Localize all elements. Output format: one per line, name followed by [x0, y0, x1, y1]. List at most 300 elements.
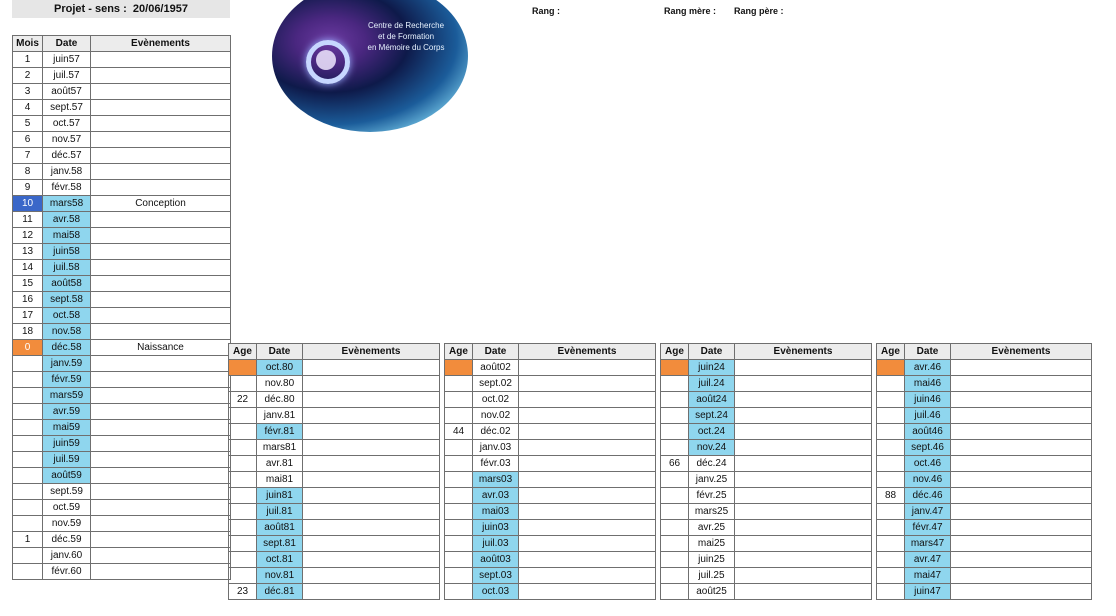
evenement-cell[interactable] — [519, 408, 656, 424]
evenement-cell[interactable] — [303, 488, 440, 504]
age-cell — [661, 408, 689, 424]
evenement-cell[interactable] — [91, 292, 231, 308]
age-cell — [445, 536, 473, 552]
evenement-cell[interactable] — [91, 404, 231, 420]
evenement-cell[interactable] — [735, 584, 872, 600]
months-table-header — [13, 36, 231, 52]
evenement-cell[interactable] — [735, 456, 872, 472]
mois-cell — [13, 452, 43, 468]
evenement-cell[interactable] — [91, 132, 231, 148]
evenement-cell[interactable] — [91, 84, 231, 100]
evenement-cell[interactable] — [91, 164, 231, 180]
mois-cell: 10 — [13, 196, 43, 212]
date-cell: janv.25 — [689, 472, 735, 488]
evenement-cell[interactable] — [519, 504, 656, 520]
evenement-cell[interactable] — [91, 244, 231, 260]
date-cell: févr.03 — [473, 456, 519, 472]
date-cell: juin03 — [473, 520, 519, 536]
date-cell: déc.81 — [257, 584, 303, 600]
age-cell — [445, 472, 473, 488]
age-cell — [877, 472, 905, 488]
table-row — [661, 504, 872, 520]
date-cell: mai25 — [689, 536, 735, 552]
evenement-cell[interactable] — [951, 568, 1092, 584]
date-cell: déc.80 — [257, 392, 303, 408]
date-cell: oct.59 — [43, 500, 91, 516]
age-cell — [661, 424, 689, 440]
evenement-cell[interactable] — [735, 392, 872, 408]
date-cell: juin81 — [257, 488, 303, 504]
date-cell: juil.58 — [43, 260, 91, 276]
date-cell: avr.58 — [43, 212, 91, 228]
date-cell: déc.46 — [905, 488, 951, 504]
table-row — [445, 568, 656, 584]
table-row — [229, 472, 440, 488]
date-cell: sept.03 — [473, 568, 519, 584]
age-cell — [661, 360, 689, 376]
date-cell: sept.58 — [43, 292, 91, 308]
table-row — [445, 584, 656, 600]
date-cell: juil.59 — [43, 452, 91, 468]
date-cell: oct.46 — [905, 456, 951, 472]
age-cell — [661, 488, 689, 504]
date-cell: juil.24 — [689, 376, 735, 392]
age-cell — [661, 392, 689, 408]
date-cell: avr.46 — [905, 360, 951, 376]
mois-cell: 0 — [13, 340, 43, 356]
col-age: Age — [445, 344, 473, 360]
age-cell — [229, 568, 257, 584]
mois-cell — [13, 516, 43, 532]
table-row — [229, 568, 440, 584]
table-row — [13, 420, 231, 436]
table-row — [13, 164, 231, 180]
date-cell: juil.03 — [473, 536, 519, 552]
evenement-cell[interactable] — [91, 436, 231, 452]
evenement-cell[interactable] — [519, 488, 656, 504]
date-cell: sept.24 — [689, 408, 735, 424]
evenement-cell[interactable] — [951, 536, 1092, 552]
mois-cell — [13, 388, 43, 404]
evenement-cell[interactable] — [519, 360, 656, 376]
date-cell: oct.03 — [473, 584, 519, 600]
date-cell: mai58 — [43, 228, 91, 244]
table-row — [13, 548, 231, 564]
rang-mere-label: Rang mère : — [664, 6, 717, 16]
age-cell — [661, 584, 689, 600]
mois-cell: 1 — [13, 52, 43, 68]
evenement-cell[interactable] — [91, 212, 231, 228]
table-row — [13, 260, 231, 276]
age-cell — [877, 392, 905, 408]
table-row — [445, 392, 656, 408]
evenement-cell[interactable] — [303, 472, 440, 488]
evenement-cell[interactable] — [951, 472, 1092, 488]
evenement-cell[interactable] — [951, 408, 1092, 424]
date-cell: mai81 — [257, 472, 303, 488]
table-row — [13, 244, 231, 260]
age-cell — [445, 360, 473, 376]
projet-label: Projet - sens : — [54, 3, 127, 15]
table-row — [229, 408, 440, 424]
date-cell: janv.47 — [905, 504, 951, 520]
age-table-3 — [660, 343, 872, 600]
date-cell: nov.80 — [257, 376, 303, 392]
table-row — [229, 392, 440, 408]
age-table-header — [661, 344, 872, 360]
mois-cell: 4 — [13, 100, 43, 116]
date-cell: juil.81 — [257, 504, 303, 520]
date-cell: avr.59 — [43, 404, 91, 420]
table-row — [13, 372, 231, 388]
evenement-cell[interactable] — [91, 372, 231, 388]
mois-cell: 1 — [13, 532, 43, 548]
evenement-cell[interactable] — [91, 388, 231, 404]
mois-cell — [13, 356, 43, 372]
table-row — [229, 456, 440, 472]
date-cell: août59 — [43, 468, 91, 484]
evenement-cell[interactable] — [303, 408, 440, 424]
evenement-cell[interactable] — [91, 308, 231, 324]
evenement-cell[interactable] — [91, 276, 231, 292]
evenement-cell[interactable] — [951, 376, 1092, 392]
date-cell: mars25 — [689, 504, 735, 520]
age-cell — [877, 504, 905, 520]
age-cell — [445, 504, 473, 520]
age-cell — [877, 456, 905, 472]
table-row — [877, 552, 1092, 568]
table-row — [229, 440, 440, 456]
table-row — [445, 440, 656, 456]
table-row — [877, 440, 1092, 456]
evenement-cell[interactable] — [519, 376, 656, 392]
evenement-cell[interactable] — [951, 440, 1092, 456]
date-cell: juin47 — [905, 584, 951, 600]
evenement-cell[interactable] — [735, 408, 872, 424]
date-cell: févr.60 — [43, 564, 91, 580]
table-row — [661, 376, 872, 392]
evenement-cell[interactable] — [519, 424, 656, 440]
date-cell: mars59 — [43, 388, 91, 404]
evenement-cell[interactable] — [303, 424, 440, 440]
evenement-cell[interactable] — [91, 500, 231, 516]
evenement-cell[interactable] — [91, 548, 231, 564]
table-row — [13, 148, 231, 164]
evenement-cell[interactable] — [735, 568, 872, 584]
date-cell: mars58 — [43, 196, 91, 212]
mois-cell: 15 — [13, 276, 43, 292]
age-table-header — [445, 344, 656, 360]
evenement-cell[interactable] — [91, 564, 231, 580]
date-cell: mai03 — [473, 504, 519, 520]
evenement-cell[interactable] — [951, 584, 1092, 600]
evenement-cell[interactable] — [951, 520, 1092, 536]
mois-cell — [13, 420, 43, 436]
date-cell: juil.25 — [689, 568, 735, 584]
col-date: Date — [689, 344, 735, 360]
table-row — [877, 376, 1092, 392]
evenement-cell[interactable] — [303, 456, 440, 472]
evenement-cell[interactable] — [951, 504, 1092, 520]
evenement-cell[interactable] — [91, 68, 231, 84]
evenement-cell[interactable] — [91, 356, 231, 372]
table-row — [13, 100, 231, 116]
mois-cell: 17 — [13, 308, 43, 324]
date-cell: janv.03 — [473, 440, 519, 456]
table-row — [877, 472, 1092, 488]
date-cell: mai59 — [43, 420, 91, 436]
evenement-cell[interactable] — [735, 376, 872, 392]
date-cell: janv.59 — [43, 356, 91, 372]
date-cell: déc.59 — [43, 532, 91, 548]
age-cell — [445, 376, 473, 392]
age-cell — [877, 424, 905, 440]
evenement-cell[interactable] — [91, 260, 231, 276]
date-cell: juin59 — [43, 436, 91, 452]
evenement-cell[interactable] — [91, 52, 231, 68]
date-cell: nov.58 — [43, 324, 91, 340]
table-row — [661, 584, 872, 600]
table-row — [661, 472, 872, 488]
table-row — [13, 52, 231, 68]
table-row — [445, 536, 656, 552]
table-row — [445, 472, 656, 488]
evenement-cell[interactable] — [951, 552, 1092, 568]
mois-cell: 6 — [13, 132, 43, 148]
evenement-cell[interactable] — [951, 456, 1092, 472]
date-cell: févr.25 — [689, 488, 735, 504]
mois-cell — [13, 436, 43, 452]
date-cell: oct.58 — [43, 308, 91, 324]
table-row — [877, 536, 1092, 552]
date-cell: oct.80 — [257, 360, 303, 376]
age-cell — [229, 520, 257, 536]
table-row — [13, 116, 231, 132]
age-table-1 — [228, 343, 440, 600]
evenement-cell[interactable] — [735, 552, 872, 568]
evenement-cell[interactable] — [303, 440, 440, 456]
table-row — [229, 488, 440, 504]
table-row — [661, 552, 872, 568]
date-cell: déc.57 — [43, 148, 91, 164]
table-row — [229, 360, 440, 376]
date-cell: janv.58 — [43, 164, 91, 180]
evenement-cell[interactable] — [91, 532, 231, 548]
age-cell — [661, 472, 689, 488]
date-cell: août46 — [905, 424, 951, 440]
date-cell: nov.59 — [43, 516, 91, 532]
date-cell: sept.46 — [905, 440, 951, 456]
date-cell: nov.57 — [43, 132, 91, 148]
table-row — [13, 68, 231, 84]
evenement-cell[interactable] — [519, 584, 656, 600]
table-row — [661, 488, 872, 504]
evenement-cell[interactable] — [91, 148, 231, 164]
table-row — [877, 392, 1092, 408]
evenement-cell[interactable] — [735, 472, 872, 488]
table-row — [445, 376, 656, 392]
table-row — [661, 536, 872, 552]
evenement-cell[interactable] — [519, 472, 656, 488]
evenement-cell[interactable] — [91, 468, 231, 484]
evenement-cell[interactable] — [519, 536, 656, 552]
table-row — [661, 456, 872, 472]
evenement-cell[interactable] — [303, 536, 440, 552]
mois-cell — [13, 564, 43, 580]
table-row — [13, 196, 231, 212]
age-cell: 66 — [661, 456, 689, 472]
evenement-cell[interactable] — [735, 536, 872, 552]
age-cell — [229, 408, 257, 424]
evenement-cell[interactable] — [519, 392, 656, 408]
age-cell — [445, 552, 473, 568]
evenement-cell[interactable] — [735, 424, 872, 440]
age-cell — [877, 408, 905, 424]
evenement-cell[interactable] — [519, 440, 656, 456]
evenement-cell[interactable] — [519, 456, 656, 472]
age-cell — [877, 536, 905, 552]
evenement-cell[interactable] — [951, 360, 1092, 376]
col-mois: Mois — [13, 36, 43, 52]
evenement-cell[interactable] — [91, 420, 231, 436]
evenement-cell[interactable] — [735, 488, 872, 504]
age-cell — [445, 584, 473, 600]
table-row — [229, 504, 440, 520]
table-row — [661, 360, 872, 376]
evenement-cell[interactable]: Naissance — [91, 340, 231, 356]
col-evenements: Evènements — [735, 344, 872, 360]
mois-cell — [13, 404, 43, 420]
table-row — [877, 408, 1092, 424]
table-row — [661, 568, 872, 584]
col-age: Age — [229, 344, 257, 360]
age-table-2 — [444, 343, 656, 600]
date-cell: août57 — [43, 84, 91, 100]
table-row — [445, 456, 656, 472]
col-evenements: Evènements — [303, 344, 440, 360]
age-cell — [445, 488, 473, 504]
date-cell: mars47 — [905, 536, 951, 552]
table-row — [13, 468, 231, 484]
table-row — [661, 440, 872, 456]
date-cell: juil.46 — [905, 408, 951, 424]
date-cell: déc.58 — [43, 340, 91, 356]
table-row — [13, 212, 231, 228]
evenement-cell[interactable] — [951, 424, 1092, 440]
evenement-cell[interactable] — [303, 376, 440, 392]
date-cell: nov.81 — [257, 568, 303, 584]
evenement-cell[interactable] — [91, 452, 231, 468]
table-row — [445, 520, 656, 536]
table-row — [877, 504, 1092, 520]
mois-cell: 5 — [13, 116, 43, 132]
mois-cell: 2 — [13, 68, 43, 84]
col-evenements: Evènements — [519, 344, 656, 360]
evenement-cell[interactable] — [303, 504, 440, 520]
evenement-cell[interactable] — [303, 360, 440, 376]
date-cell: mars81 — [257, 440, 303, 456]
age-cell — [877, 568, 905, 584]
mois-cell: 8 — [13, 164, 43, 180]
evenement-cell[interactable] — [91, 100, 231, 116]
col-date: Date — [43, 36, 91, 52]
evenement-cell[interactable] — [91, 484, 231, 500]
table-row — [661, 408, 872, 424]
evenement-cell[interactable] — [303, 520, 440, 536]
evenement-cell[interactable] — [519, 520, 656, 536]
evenement-cell[interactable] — [91, 116, 231, 132]
age-cell — [661, 568, 689, 584]
evenement-cell[interactable] — [519, 552, 656, 568]
evenement-cell[interactable] — [303, 568, 440, 584]
date-cell: juin58 — [43, 244, 91, 260]
rang-label: Rang : — [532, 6, 560, 16]
table-row — [445, 424, 656, 440]
evenement-cell[interactable] — [303, 392, 440, 408]
table-row — [229, 584, 440, 600]
table-row — [229, 552, 440, 568]
evenement-cell[interactable] — [735, 360, 872, 376]
date-cell: avr.47 — [905, 552, 951, 568]
table-row — [13, 500, 231, 516]
date-cell: avr.81 — [257, 456, 303, 472]
age-cell — [661, 440, 689, 456]
mois-cell: 18 — [13, 324, 43, 340]
evenement-cell[interactable] — [735, 520, 872, 536]
col-date: Date — [257, 344, 303, 360]
table-row — [877, 456, 1092, 472]
date-cell: oct.24 — [689, 424, 735, 440]
evenement-cell[interactable] — [303, 552, 440, 568]
evenement-cell[interactable] — [91, 180, 231, 196]
evenement-cell[interactable] — [735, 504, 872, 520]
table-row — [661, 424, 872, 440]
evenement-cell[interactable] — [91, 324, 231, 340]
evenement-cell[interactable]: Conception — [91, 196, 231, 212]
date-cell: sept.57 — [43, 100, 91, 116]
date-cell: août03 — [473, 552, 519, 568]
date-cell: juin57 — [43, 52, 91, 68]
age-cell — [661, 504, 689, 520]
age-cell — [229, 472, 257, 488]
evenement-cell[interactable] — [519, 568, 656, 584]
date-cell: avr.25 — [689, 520, 735, 536]
evenement-cell[interactable] — [951, 392, 1092, 408]
age-cell — [445, 392, 473, 408]
table-row — [13, 340, 231, 356]
table-row — [229, 520, 440, 536]
date-cell: juin46 — [905, 392, 951, 408]
age-cell — [229, 424, 257, 440]
table-row — [13, 452, 231, 468]
table-row — [229, 536, 440, 552]
age-cell: 22 — [229, 392, 257, 408]
evenement-cell[interactable] — [303, 584, 440, 600]
table-row — [877, 488, 1092, 504]
mois-cell: 11 — [13, 212, 43, 228]
evenement-cell[interactable] — [91, 516, 231, 532]
date-cell: sept.02 — [473, 376, 519, 392]
age-cell — [229, 504, 257, 520]
age-cell — [229, 536, 257, 552]
evenement-cell[interactable] — [951, 488, 1092, 504]
months-table — [12, 35, 231, 580]
table-row — [877, 584, 1092, 600]
age-cell — [229, 456, 257, 472]
evenement-cell[interactable] — [735, 440, 872, 456]
evenement-cell[interactable] — [91, 228, 231, 244]
col-date: Date — [473, 344, 519, 360]
